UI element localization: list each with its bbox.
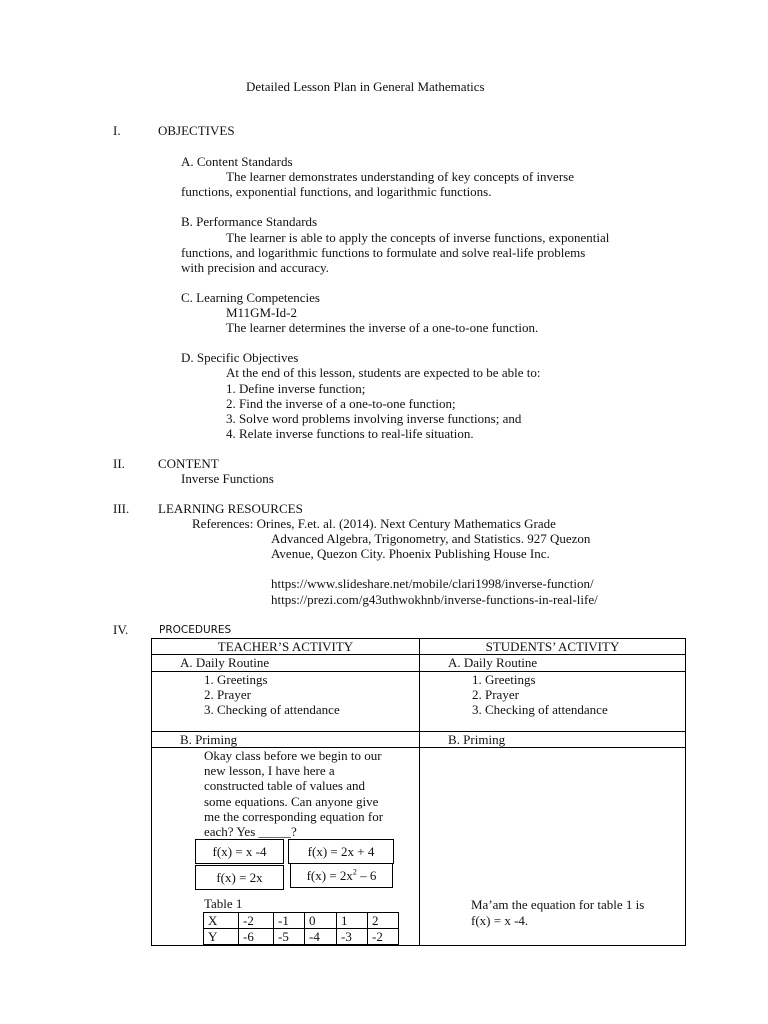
equation-4-tail: – 6: [356, 868, 377, 883]
section-title-content: CONTENT: [158, 456, 219, 471]
table-cell: 0: [305, 913, 337, 929]
page-title: Detailed Lesson Plan in General Mathematics: [246, 79, 485, 94]
reference-line-2: Advanced Algebra, Trigonometry, and Statistics. 927 Quezon: [271, 531, 591, 546]
content-standards-heading: A. Content Standards: [181, 154, 293, 169]
table-of-values: [203, 912, 399, 945]
teacher-routine-attendance: 3. Checking of attendance: [204, 702, 340, 718]
equation-3-text: f(x) = 2x: [216, 870, 263, 885]
performance-standards-text-2: functions, and logarithmic functions to formulate and solve real-life problems: [181, 245, 586, 260]
content-standards-text-2: functions, exponential functions, and logarithmic functions.: [181, 184, 492, 199]
equation-4-base: f(x) = 2x: [306, 868, 353, 883]
reference-url-slideshare[interactable]: https://www.slideshare.net/mobile/clari1998/inverse-function/: [271, 576, 594, 591]
table-cell: -4: [305, 929, 337, 945]
competency-code: M11GM-Id-2: [226, 305, 298, 320]
daily-routine-heading-row: [152, 655, 686, 671]
equation-2-text: f(x) = 2x + 4: [307, 844, 375, 859]
table-1-label: Table 1: [204, 896, 243, 911]
section-number-1: I.: [113, 123, 121, 138]
teacher-routine-greetings: 1. Greetings: [204, 671, 268, 687]
table-cell: -3: [337, 929, 368, 945]
table-cell: -2: [368, 929, 399, 945]
table-row-y: [204, 929, 399, 945]
section-title-procedures: PROCEDURES: [159, 624, 232, 636]
equation-box-3: [195, 865, 284, 890]
specific-objective-3: 3. Solve word problems involving inverse functions; and: [226, 411, 522, 426]
content-standards-text-1: The learner demonstrates understanding of key concepts of inverse: [226, 169, 574, 184]
student-routine-greetings: 1. Greetings: [472, 671, 536, 687]
student-daily-routine: A. Daily Routine: [420, 655, 686, 671]
teacher-priming-line-2: new lesson, I have here a: [204, 763, 335, 779]
table-cell: 2: [368, 913, 399, 929]
teacher-routine-list: [152, 671, 420, 731]
section-number-2: II.: [113, 456, 125, 471]
section-title-objectives: OBJECTIVES: [158, 123, 235, 138]
table-cell: 1: [337, 913, 368, 929]
student-routine-prayer: 2. Prayer: [472, 686, 519, 702]
teacher-priming-line-1: Okay class before we begin to our: [204, 747, 382, 763]
specific-objective-1: 1. Define inverse function;: [226, 381, 366, 396]
teacher-priming-line-6: each? Yes _____?: [204, 824, 297, 840]
reference-url-prezi[interactable]: https://prezi.com/g43uthwokhnb/inverse-functions-in-real-life/: [271, 592, 598, 607]
performance-standards-heading: B. Performance Standards: [181, 214, 318, 229]
specific-objective-2: 2. Find the inverse of a one-to-one function;: [226, 396, 456, 411]
equation-box-4: [290, 863, 393, 888]
student-routine-attendance: 3. Checking of attendance: [472, 702, 608, 718]
specific-objective-4: 4. Relate inverse functions to real-life situation.: [226, 426, 474, 441]
daily-routine-items-row: [152, 671, 686, 731]
teacher-daily-routine: A. Daily Routine: [152, 655, 420, 671]
student-activity-header: STUDENTS’ ACTIVITY: [420, 639, 686, 655]
teacher-priming-line-4: some equations. Can anyone give: [204, 793, 379, 809]
equation-box-1: [195, 839, 284, 864]
competency-text: The learner determines the inverse of a one-to-one function.: [226, 320, 539, 335]
table-row-x: [204, 913, 399, 929]
table-cell: Y: [204, 929, 239, 945]
teacher-priming-line-3: constructed table of values and: [204, 778, 365, 794]
section-number-4: IV.: [113, 622, 129, 637]
equation-4-exponent: 2: [352, 867, 357, 877]
student-answer-line-2: f(x) = x -4.: [471, 913, 529, 928]
equation-box-2: [288, 839, 394, 864]
specific-objectives-heading: D. Specific Objectives: [181, 350, 299, 365]
teacher-priming: B. Priming: [152, 731, 420, 747]
student-priming-content: [420, 747, 686, 945]
specific-objectives-intro: At the end of this lesson, students are expected to be able to:: [226, 365, 541, 380]
table-cell: -2: [239, 913, 274, 929]
reference-line-1: References: Orines, F.et. al. (2014). Next Century Mathematics Grade: [192, 516, 556, 531]
section-number-3: III.: [113, 501, 130, 516]
priming-heading-row: [152, 731, 686, 747]
section-title-learning-resources: LEARNING RESOURCES: [158, 501, 303, 516]
student-routine-list: [420, 671, 686, 731]
table-cell: -6: [239, 929, 274, 945]
student-priming: B. Priming: [420, 731, 686, 747]
performance-standards-text-1: The learner is able to apply the concepts of inverse functions, exponential: [226, 230, 610, 245]
table-cell: -1: [274, 913, 305, 929]
performance-standards-text-3: with precision and accuracy.: [181, 260, 329, 275]
table-cell: X: [204, 913, 239, 929]
procedures-header-row: [152, 639, 686, 655]
content-topic: Inverse Functions: [181, 471, 274, 486]
reference-line-3: Avenue, Quezon City. Phoenix Publishing House Inc.: [271, 546, 550, 561]
table-cell: -5: [274, 929, 305, 945]
student-answer-line-1: Ma’am the equation for table 1 is: [471, 897, 645, 912]
learning-competencies-heading: C. Learning Competencies: [181, 290, 320, 305]
teacher-priming-line-5: me the corresponding equation for: [204, 809, 384, 825]
teacher-activity-header: TEACHER’S ACTIVITY: [152, 639, 420, 655]
teacher-routine-prayer: 2. Prayer: [204, 686, 251, 702]
equation-1-text: f(x) = x -4: [212, 844, 267, 859]
